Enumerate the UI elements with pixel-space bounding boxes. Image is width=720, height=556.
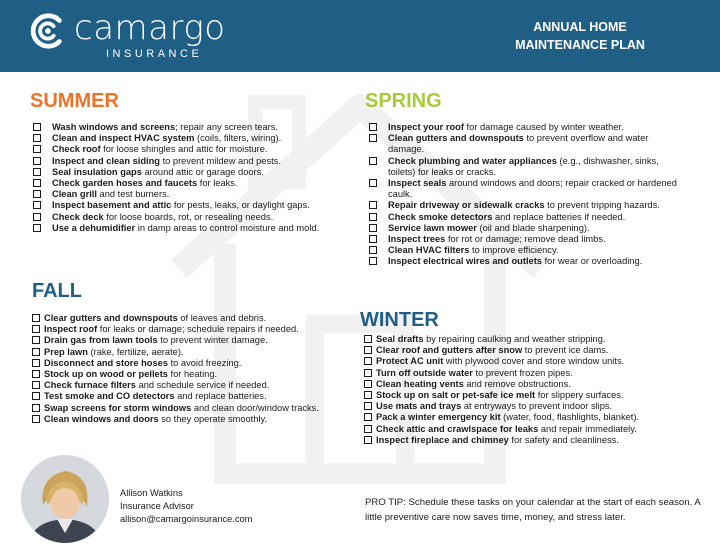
task-title: Inspect and clean siding xyxy=(52,155,160,166)
task-detail: (rake, fertilize, aerate). xyxy=(87,346,184,357)
checkbox-icon[interactable] xyxy=(33,201,41,209)
task-title: Inspect trees xyxy=(388,234,446,245)
task-detail: (coils, filters, wiring). xyxy=(194,133,282,144)
fall-task-item xyxy=(32,347,342,358)
summer-task-item xyxy=(30,167,340,178)
checkbox-icon[interactable] xyxy=(369,257,377,265)
task-detail: for damage caused by winter weather. xyxy=(463,122,624,132)
task-detail: in damp areas to control moisture and mold. xyxy=(135,222,320,233)
winter-task-item xyxy=(364,368,694,379)
task-title: Inspect fireplace and chimney xyxy=(376,434,509,445)
checkbox-icon[interactable] xyxy=(33,157,41,165)
summer-task-item xyxy=(30,189,340,200)
checkbox-icon[interactable] xyxy=(33,190,41,198)
advisor-email[interactable]: allison@camargoinsurance.com xyxy=(120,514,253,524)
checkbox-icon[interactable] xyxy=(32,348,40,356)
fall-task-item xyxy=(32,414,342,425)
task-title: Prep lawn xyxy=(44,346,88,357)
task-detail: so they operate smoothly. xyxy=(158,413,268,424)
checkbox-icon[interactable] xyxy=(364,380,372,388)
winter-heading: WINTER xyxy=(360,309,439,331)
task-title: Seal insulation gaps xyxy=(52,166,142,177)
winter-task-item xyxy=(364,390,694,401)
task-detail: to prevent tripping hazards. xyxy=(544,200,660,211)
checkbox-icon[interactable] xyxy=(364,357,372,365)
task-detail: and replace batteries if needed. xyxy=(492,211,626,222)
checkbox-icon[interactable] xyxy=(369,213,377,221)
task-title: Clean gutters and downspouts xyxy=(388,133,524,144)
document-title xyxy=(490,18,670,54)
winter-task-item xyxy=(364,345,694,356)
task-detail: and replace batteries. xyxy=(174,391,267,402)
spring-task-item xyxy=(366,178,686,200)
checkbox-icon[interactable] xyxy=(33,213,41,221)
task-title: Inspect your roof xyxy=(388,122,464,132)
task-detail: and repair immediately. xyxy=(538,423,637,434)
spring-task-item xyxy=(366,122,686,133)
task-title: Stock up on wood or pellets xyxy=(44,369,168,380)
task-detail: of leaves and debris. xyxy=(177,313,267,323)
task-detail: for wear or overloading. xyxy=(541,256,643,267)
checkbox-icon[interactable] xyxy=(32,404,40,412)
camargo-logo-icon xyxy=(28,12,66,50)
task-detail: and test burners. xyxy=(96,189,170,200)
task-title: Swap screens for storm windows xyxy=(44,402,192,413)
winter-task-item xyxy=(364,435,694,446)
fall-task-item xyxy=(32,313,342,324)
checkbox-icon[interactable] xyxy=(32,336,40,344)
checkbox-icon[interactable] xyxy=(369,134,377,142)
checkbox-icon[interactable] xyxy=(369,235,377,243)
task-title: Check furnace filters xyxy=(44,380,136,391)
title-line-2: MAINTENANCE PLAN xyxy=(515,38,645,52)
winter-task-item xyxy=(364,412,694,423)
winter-task-item xyxy=(364,401,694,412)
task-detail: to prevent overflow and water damage. xyxy=(388,133,649,155)
task-detail: around windows and doors; repair cracked or hardened caulk. xyxy=(388,178,677,200)
task-detail: to prevent winter damage. xyxy=(157,335,268,346)
checkbox-icon[interactable] xyxy=(369,201,377,209)
task-detail: around attic or garage doors. xyxy=(141,166,264,177)
checkbox-icon[interactable] xyxy=(33,123,41,131)
summer-task-item xyxy=(30,156,340,167)
checkbox-icon[interactable] xyxy=(364,436,372,444)
checkbox-icon[interactable] xyxy=(33,134,41,142)
fall-task-item xyxy=(32,403,342,414)
task-detail: to prevent mildew and pests. xyxy=(159,155,281,166)
task-title: Disconnect and store hoses xyxy=(44,357,168,368)
title-line-1: ANNUAL HOME xyxy=(533,20,627,34)
task-title: Pack a winter emergency kit xyxy=(376,412,501,423)
task-title: Use a dehumidifier xyxy=(52,222,136,233)
task-detail: and clean door/window tracks. xyxy=(191,402,319,413)
winter-task-item xyxy=(364,356,694,367)
checkbox-icon[interactable] xyxy=(364,413,372,421)
task-detail: to prevent frozen pipes. xyxy=(472,367,573,378)
advisor-photo-icon xyxy=(21,455,109,543)
task-title: Service lawn mower xyxy=(388,222,477,233)
task-title: Check garden hoses and faucets xyxy=(52,178,198,189)
checkbox-icon[interactable] xyxy=(369,224,377,232)
task-title: Inspect roof xyxy=(44,324,98,335)
task-title: Stock up on salt or pet-safe ice melt xyxy=(376,390,536,401)
summer-task-item xyxy=(30,212,340,223)
summer-heading: SUMMER xyxy=(30,90,119,112)
checkbox-icon[interactable] xyxy=(364,346,372,354)
logo-subtitle: INSURANCE xyxy=(106,48,203,60)
task-detail: with plywood cover and store window units. xyxy=(443,356,625,367)
spring-task-item xyxy=(366,223,686,234)
task-detail: for loose shingles and attic for moisture. xyxy=(100,144,268,155)
task-title: Inspect seals xyxy=(388,178,447,189)
task-title: Repair driveway or sidewalk cracks xyxy=(388,200,545,211)
summer-task-item xyxy=(30,144,340,155)
task-detail: ; repair any screen tears. xyxy=(175,122,278,132)
task-title: Inspect basement and attic xyxy=(52,200,172,211)
fall-task-list xyxy=(32,313,342,425)
fall-task-item xyxy=(32,358,342,369)
task-detail: for loose boards, rot, or resealing needs. xyxy=(103,211,274,222)
checkbox-icon[interactable] xyxy=(364,335,372,343)
checkbox-icon[interactable] xyxy=(32,314,40,322)
task-detail: for heating. xyxy=(167,369,218,380)
task-detail: for leaks or damage; schedule repairs if needed. xyxy=(97,324,299,335)
task-title: Wash windows and screens xyxy=(52,122,176,132)
checkbox-icon[interactable] xyxy=(33,179,41,187)
spring-task-item xyxy=(366,234,686,245)
checkbox-icon[interactable] xyxy=(32,381,40,389)
checkbox-icon[interactable] xyxy=(364,391,372,399)
task-detail: for slippery surfaces. xyxy=(535,390,624,401)
checkbox-icon[interactable] xyxy=(32,392,40,400)
spring-task-item xyxy=(366,156,686,178)
task-title: Check plumbing and water appliances xyxy=(388,155,557,166)
fall-task-item xyxy=(32,335,342,346)
task-detail: to improve efficiency. xyxy=(469,245,559,256)
task-detail: for rot or damage; remove dead limbs. xyxy=(445,234,606,245)
spring-task-list xyxy=(366,122,686,268)
checkbox-icon[interactable] xyxy=(369,246,377,254)
task-title: Test smoke and CO detectors xyxy=(44,391,175,402)
checkbox-icon[interactable] xyxy=(33,168,41,176)
checkbox-icon[interactable] xyxy=(369,179,377,187)
spring-task-item xyxy=(366,200,686,211)
task-title: Check roof xyxy=(52,144,101,155)
logo-wordmark: camargo xyxy=(74,8,226,48)
spring-task-item xyxy=(366,133,686,155)
task-title: Clear roof and gutters after snow xyxy=(376,345,523,356)
summer-task-item xyxy=(30,223,340,234)
winter-task-list xyxy=(364,334,694,446)
fall-task-item xyxy=(32,380,342,391)
checkbox-icon[interactable] xyxy=(364,425,372,433)
task-title: Clean HVAC filters xyxy=(388,245,470,256)
task-title: Check deck xyxy=(52,211,104,222)
checkbox-icon[interactable] xyxy=(364,369,372,377)
task-title: Check smoke detectors xyxy=(388,211,493,222)
task-detail: for pests, leaks, or daylight gaps. xyxy=(171,200,310,211)
advisor-avatar xyxy=(21,455,109,543)
checkbox-icon[interactable] xyxy=(369,157,377,165)
task-detail: (oil and blade sharpening). xyxy=(476,222,590,233)
task-title: Clean and inspect HVAC system xyxy=(52,133,195,144)
task-detail: and schedule service if needed. xyxy=(135,380,270,391)
task-detail: for leaks. xyxy=(197,178,238,189)
checkbox-icon[interactable] xyxy=(369,123,377,131)
company-logo xyxy=(28,8,226,62)
checkbox-icon[interactable] xyxy=(32,359,40,367)
checkbox-icon[interactable] xyxy=(32,370,40,378)
winter-task-item xyxy=(364,379,694,390)
advisor-role: Insurance Advisor xyxy=(120,501,194,511)
fall-task-item xyxy=(32,369,342,380)
task-detail: (water, food, flashlights, blanket). xyxy=(500,412,640,423)
fall-heading: FALL xyxy=(32,280,82,302)
task-title: Check attic and crawlspace for leaks xyxy=(376,423,539,434)
task-title: Clear gutters and downspouts xyxy=(44,313,178,323)
pro-tip: PRO TIP: Schedule these tasks on your calendar at the start of each season. A little preventive care now saves time, money, and stress later. xyxy=(365,497,701,523)
task-detail: at entryways to prevent indoor slips. xyxy=(461,401,613,412)
header-banner xyxy=(0,0,720,72)
summer-task-item xyxy=(30,122,340,133)
task-title: Drain gas from lawn tools xyxy=(44,335,158,346)
summer-task-list xyxy=(30,122,340,234)
checkbox-icon[interactable] xyxy=(32,325,40,333)
spring-heading: SPRING xyxy=(365,90,442,112)
checkbox-icon[interactable] xyxy=(364,402,372,410)
fall-task-item xyxy=(32,391,342,402)
winter-task-item xyxy=(364,334,694,345)
task-title: Protect AC unit xyxy=(376,356,444,367)
advisor-contact xyxy=(120,487,252,526)
summer-task-item xyxy=(30,133,340,144)
checkbox-icon[interactable] xyxy=(33,145,41,153)
task-detail: to prevent ice dams. xyxy=(522,345,609,356)
spring-task-item xyxy=(366,256,686,267)
task-title: Turn off outside water xyxy=(376,367,473,378)
task-title: Seal drafts xyxy=(376,334,424,344)
summer-task-item xyxy=(30,200,340,211)
task-detail: to avoid freezing. xyxy=(168,357,242,368)
winter-task-item xyxy=(364,424,694,435)
task-detail: by repairing caulking and weather stripping. xyxy=(423,334,606,344)
checkbox-icon[interactable] xyxy=(32,415,40,423)
task-title: Clean grill xyxy=(52,189,97,200)
task-detail: and remove obstructions. xyxy=(463,378,571,389)
task-title: Clean windows and doors xyxy=(44,413,159,424)
spring-task-item xyxy=(366,212,686,223)
task-title: Use mats and trays xyxy=(376,401,462,412)
fall-task-item xyxy=(32,324,342,335)
task-detail: (e.g., dishwasher, sinks, toilets) for leaks or cracks. xyxy=(388,155,659,177)
task-title: Clean heating vents xyxy=(376,378,464,389)
checkbox-icon[interactable] xyxy=(33,224,41,232)
task-detail: for safety and cleanliness. xyxy=(508,434,619,445)
summer-task-item xyxy=(30,178,340,189)
task-title: Inspect electrical wires and outlets xyxy=(388,256,542,267)
spring-task-item xyxy=(366,245,686,256)
advisor-name: Allison Watkins xyxy=(120,488,183,498)
